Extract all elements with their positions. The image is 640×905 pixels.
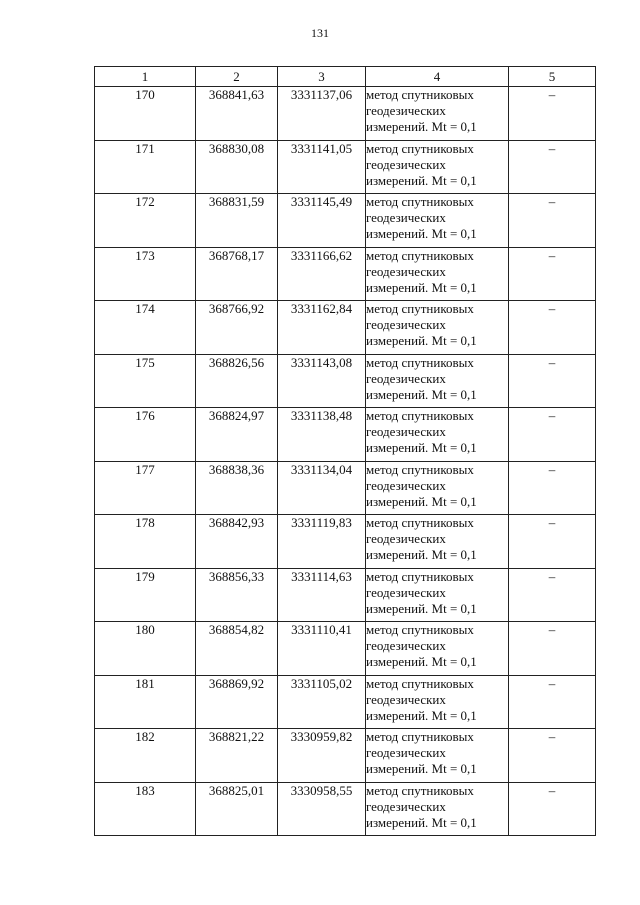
x-coordinate-cell: 368842,93 <box>196 515 278 569</box>
x-coordinate-cell: 368854,82 <box>196 622 278 676</box>
column-header-5: 5 <box>509 67 596 87</box>
method-line: измерений. Mt = 0,1 <box>366 547 477 562</box>
x-coordinate-cell: 368824,97 <box>196 408 278 462</box>
table-header-row <box>95 67 596 87</box>
method-line: метод спутниковых <box>366 194 474 209</box>
column-header-4: 4 <box>366 67 509 87</box>
x-coordinate-cell: 368821,22 <box>196 729 278 783</box>
note-cell: – <box>509 782 596 836</box>
note-cell: – <box>509 87 596 141</box>
table-row <box>95 461 596 515</box>
method-line: измерений. Mt = 0,1 <box>366 172 477 188</box>
point-number-cell: 177 <box>95 461 196 515</box>
x-coordinate-cell: 368768,17 <box>196 247 278 301</box>
y-coordinate-cell: 3331141,05 <box>278 140 366 194</box>
column-header-2: 2 <box>196 67 278 87</box>
method-line: геодезических <box>366 370 446 386</box>
note-cell: – <box>509 729 596 783</box>
table-row <box>95 301 596 355</box>
column-header-1: 1 <box>95 67 196 87</box>
x-coordinate-cell: 368841,63 <box>196 87 278 141</box>
method-line: измерений. Mt = 0,1 <box>366 333 477 348</box>
method-line: метод спутниковых <box>366 675 474 691</box>
method-cell <box>366 675 509 729</box>
x-coordinate-cell: 368825,01 <box>196 782 278 836</box>
note-cell: – <box>509 301 596 355</box>
method-line: метод спутниковых <box>366 515 474 530</box>
y-coordinate-cell: 3331143,08 <box>278 354 366 408</box>
method-line: измерений. Mt = 0,1 <box>366 600 477 616</box>
method-line: геодезических <box>366 477 446 493</box>
point-number-cell: 180 <box>95 622 196 676</box>
point-number-cell: 173 <box>95 247 196 301</box>
method-line: измерений. Mt = 0,1 <box>366 814 477 830</box>
point-number-cell: 178 <box>95 515 196 569</box>
method-line: измерений. Mt = 0,1 <box>366 386 477 402</box>
method-line: метод спутниковых <box>366 461 474 477</box>
point-number-cell: 174 <box>95 301 196 355</box>
y-coordinate-cell: 3331119,83 <box>278 515 366 569</box>
table-row <box>95 782 596 836</box>
method-cell <box>366 87 509 141</box>
method-line: метод спутниковых <box>366 622 474 637</box>
note-cell: – <box>509 140 596 194</box>
table-row <box>95 675 596 729</box>
method-line: геодезических <box>366 103 446 118</box>
method-line: геодезических <box>366 745 446 760</box>
table-body <box>95 87 596 836</box>
y-coordinate-cell: 3330959,82 <box>278 729 366 783</box>
method-line: измерений. Mt = 0,1 <box>366 761 477 776</box>
point-number-cell: 170 <box>95 87 196 141</box>
method-line: измерений. Mt = 0,1 <box>366 654 477 669</box>
note-cell: – <box>509 461 596 515</box>
point-number-cell: 181 <box>95 675 196 729</box>
method-cell <box>366 729 509 783</box>
note-cell: – <box>509 568 596 622</box>
table-row <box>95 622 596 676</box>
point-number-cell: 171 <box>95 140 196 194</box>
note-cell: – <box>509 675 596 729</box>
method-line: метод спутниковых <box>366 247 474 263</box>
method-cell <box>366 568 509 622</box>
method-cell <box>366 194 509 248</box>
x-coordinate-cell: 368869,92 <box>196 675 278 729</box>
method-line: метод спутниковых <box>366 140 474 156</box>
method-line: геодезических <box>366 584 446 600</box>
note-cell: – <box>509 515 596 569</box>
y-coordinate-cell: 3331162,84 <box>278 301 366 355</box>
method-cell <box>366 354 509 408</box>
y-coordinate-cell: 3331137,06 <box>278 87 366 141</box>
column-header-3: 3 <box>278 67 366 87</box>
x-coordinate-cell: 368766,92 <box>196 301 278 355</box>
method-cell <box>366 461 509 515</box>
y-coordinate-cell: 3330958,55 <box>278 782 366 836</box>
method-line: измерений. Mt = 0,1 <box>366 493 477 509</box>
y-coordinate-cell: 3331105,02 <box>278 675 366 729</box>
method-cell <box>366 247 509 301</box>
point-number-cell: 176 <box>95 408 196 462</box>
method-line: метод спутниковых <box>366 568 474 584</box>
note-cell: – <box>509 354 596 408</box>
page-number: 131 <box>311 26 329 40</box>
method-line: метод спутниковых <box>366 301 474 316</box>
table-row <box>95 515 596 569</box>
table-row <box>95 354 596 408</box>
table-row <box>95 408 596 462</box>
method-cell <box>366 782 509 836</box>
table-row <box>95 87 596 141</box>
point-number-cell: 182 <box>95 729 196 783</box>
method-line: геодезических <box>366 317 446 332</box>
method-cell <box>366 515 509 569</box>
method-line: измерений. Mt = 0,1 <box>366 440 477 455</box>
x-coordinate-cell: 368831,59 <box>196 194 278 248</box>
point-number-cell: 172 <box>95 194 196 248</box>
method-line: геодезических <box>366 798 446 814</box>
point-number-cell: 175 <box>95 354 196 408</box>
point-number-cell: 179 <box>95 568 196 622</box>
table-row <box>95 247 596 301</box>
y-coordinate-cell: 3331110,41 <box>278 622 366 676</box>
note-cell: – <box>509 194 596 248</box>
x-coordinate-cell: 368838,36 <box>196 461 278 515</box>
method-line: метод спутниковых <box>366 729 474 744</box>
method-line: геодезических <box>366 638 446 653</box>
method-cell <box>366 140 509 194</box>
method-line: измерений. Mt = 0,1 <box>366 279 477 295</box>
method-cell <box>366 622 509 676</box>
method-line: метод спутниковых <box>366 354 474 370</box>
method-line: измерений. Mt = 0,1 <box>366 226 477 241</box>
x-coordinate-cell: 368830,08 <box>196 140 278 194</box>
method-line: метод спутниковых <box>366 87 474 102</box>
method-line: измерений. Mt = 0,1 <box>366 707 477 723</box>
y-coordinate-cell: 3331114,63 <box>278 568 366 622</box>
point-number-cell: 183 <box>95 782 196 836</box>
method-line: геодезических <box>366 263 446 279</box>
y-coordinate-cell: 3331145,49 <box>278 194 366 248</box>
table-row <box>95 729 596 783</box>
note-cell: – <box>509 247 596 301</box>
method-line: метод спутниковых <box>366 782 474 798</box>
method-line: геодезических <box>366 156 446 172</box>
x-coordinate-cell: 368856,33 <box>196 568 278 622</box>
table-row <box>95 140 596 194</box>
y-coordinate-cell: 3331166,62 <box>278 247 366 301</box>
method-cell <box>366 301 509 355</box>
method-line: измерений. Mt = 0,1 <box>366 119 477 134</box>
x-coordinate-cell: 368826,56 <box>196 354 278 408</box>
method-line: геодезических <box>366 531 446 546</box>
note-cell: – <box>509 408 596 462</box>
method-line: геодезических <box>366 210 446 225</box>
table-row <box>95 568 596 622</box>
method-cell <box>366 408 509 462</box>
coordinates-table <box>94 66 596 836</box>
note-cell: – <box>509 622 596 676</box>
method-line: геодезических <box>366 691 446 707</box>
method-line: метод спутниковых <box>366 408 474 423</box>
method-line: геодезических <box>366 424 446 439</box>
y-coordinate-cell: 3331138,48 <box>278 408 366 462</box>
y-coordinate-cell: 3331134,04 <box>278 461 366 515</box>
table-row <box>95 194 596 248</box>
